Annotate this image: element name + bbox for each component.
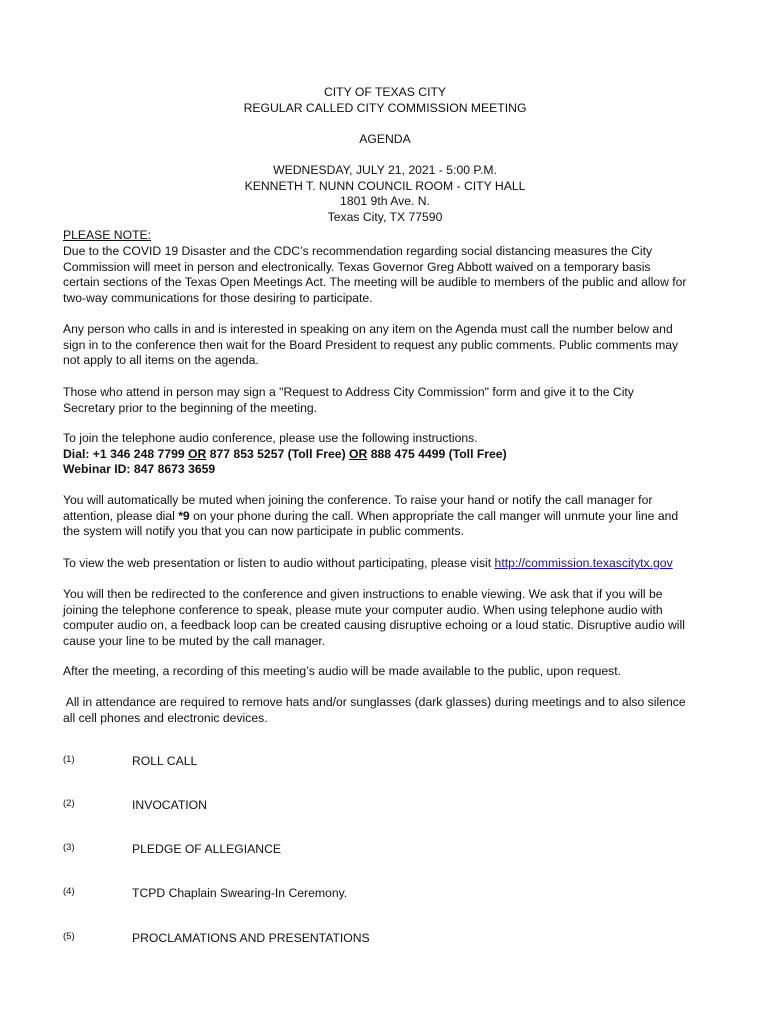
paragraph-line: Commission will meet in person and electronically. Texas Governor Greg Abbott waived on a temporary basis [63,259,651,274]
agenda-item-number: (1) [63,754,75,765]
paragraph-line: sign in to the conference then wait for the Board President to request any public comments. Public comments may [63,337,679,352]
agenda-item-label: INVOCATION [132,798,207,812]
paragraph-line: computer audio on, a feedback loop can be created causing disruptive echoing or a loud static. Disruptive audio will [63,618,685,633]
commission-website-link[interactable]: http://commission.texascitytx.gov [494,556,673,570]
city-name: CITY OF TEXAS CITY [323,85,447,99]
agenda-item-number: (4) [63,886,75,897]
dial-number-primary: Dial: +1 346 248 7799 [63,446,189,461]
covid-notice-paragraph [63,244,723,306]
paragraph-line: not apply to all items on the agenda. [63,353,259,368]
meeting-type: REGULAR CALLED CITY COMMISSION MEETING [243,101,527,115]
paragraph-line: You will then be redirected to the conference and given instructions to enable viewing. We ask that if you will be [63,587,663,601]
agenda-item-label: ROLL CALL [132,754,198,768]
paragraph-line: joining the telephone conference to speak, please mute your computer audio. When using telephone audio with [63,602,663,617]
paragraph-line: certain sections of the Texas Open Meetings Act. The meeting will be audible to members of the public and allow for [63,275,687,290]
paragraph-line: All in attendance are required to remove hats and/or sunglasses (dark glasses) during meetings and to also silence [63,695,686,709]
paragraph-line: You will automatically be muted when joining the conference. To raise your hand or notify the call manager for [63,493,653,507]
recording-paragraph [63,664,723,680]
agenda-item-number: (3) [63,842,75,853]
dial-number-tollfree-1: 877 853 5257 (Toll Free) [206,446,350,461]
paragraph-line: Secretary prior to the beginning of the meeting. [63,400,318,415]
call-in-paragraph [63,322,723,369]
text-run: attention, please dial [63,508,179,523]
paragraph-line: cause your line to be muted by the call manager. [63,633,326,648]
agenda-item-number: (5) [63,931,75,942]
telephone-instructions [63,431,723,478]
agenda-item-number: (2) [63,798,75,809]
webinar-id: Webinar ID: 847 8673 3659 [63,462,216,477]
paragraph-line: Those who attend in person may sign a "Request to Address City Commission" form and give it to the City [63,385,634,399]
muted-paragraph [63,493,723,540]
redirect-paragraph [63,587,723,649]
text-run: To view the web presentation or listen to audio without participating, please visit [63,556,495,570]
paragraph-line [63,509,723,525]
meeting-date: WEDNESDAY, JULY 21, 2021 - 5:00 P.M. [273,163,497,177]
paragraph-line: Any person who calls in and is interested in speaking on any item on the Agenda must call the number below and [63,322,673,336]
agenda-item-label: PLEDGE OF ALLEGIANCE [132,842,282,856]
attendance-paragraph [63,695,723,726]
star-nine-code: *9 [178,508,190,523]
or-separator: OR [349,446,368,461]
street-address: 1801 9th Ave. N. [340,194,430,208]
telephone-intro: To join the telephone audio conference, please use the following instructions. [63,431,478,445]
agenda-title: AGENDA [359,132,411,146]
paragraph-line: After the meeting, a recording of this meeting’s audio will be made available to the public, upon request. [63,664,622,678]
city-state-zip: Texas City, TX 77590 [327,210,443,224]
web-presentation-paragraph [63,556,723,572]
dial-numbers [63,447,723,463]
paragraph-line [63,556,723,572]
meeting-room: KENNETH T. NUNN COUNCIL ROOM - CITY HALL [244,179,526,193]
paragraph-line: all cell phones and electronic devices. [63,710,268,725]
dial-number-tollfree-2: 888 475 4499 (Toll Free) [367,446,507,461]
in-person-paragraph [63,385,723,416]
paragraph-line: two-way communications for those desiring to participate. [63,290,373,305]
paragraph-line: the system will notify you that you can now participate in public comments. [63,524,465,539]
please-note-label: PLEASE NOTE: [63,228,152,242]
paragraph-line: Due to the COVID 19 Disaster and the CDC’s recommendation regarding social distancing measures the City [63,244,653,258]
agenda-item-label: PROCLAMATIONS AND PRESENTATIONS [132,931,370,945]
text-run: on your phone during the call. When appropriate the call manger will unmute your line and [189,508,679,523]
or-separator: OR [188,446,207,461]
agenda-item-label: TCPD Chaplain Swearing-In Ceremony. [132,886,348,900]
